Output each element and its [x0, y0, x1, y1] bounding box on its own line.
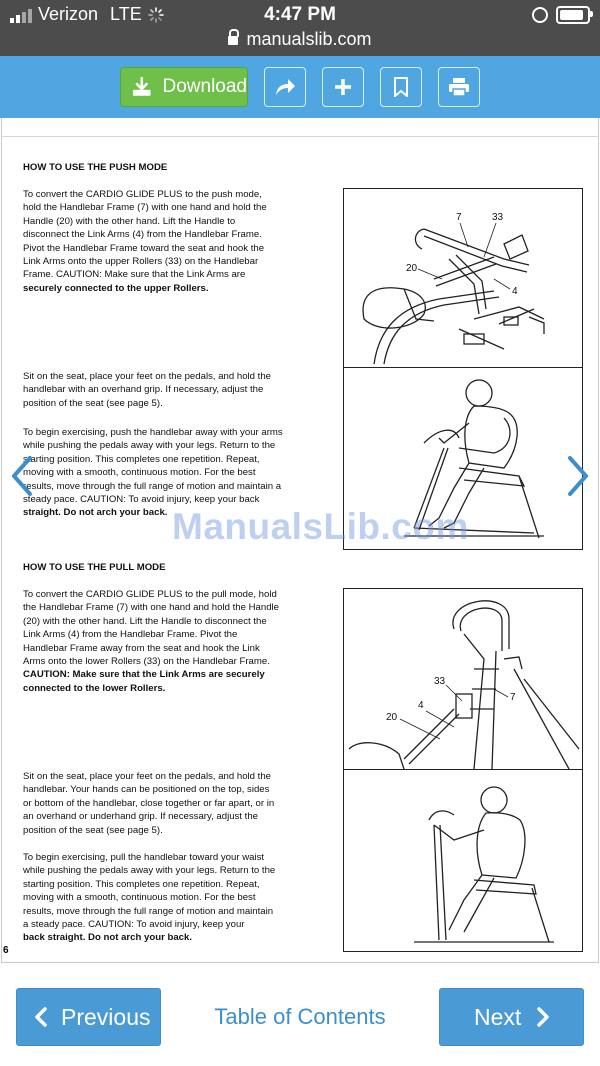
text-line: Frame. CAUTION: Make sure that the Link Arms are: [23, 269, 246, 281]
text-line: moving with a smooth, continuous motion. For the best: [23, 892, 256, 904]
share-icon: [274, 77, 296, 97]
text-line: To begin exercising, push the handlebar away with your arms: [23, 427, 283, 438]
text-line: (20) with the other hand. Lift the Handle to disconnect the: [23, 615, 267, 627]
bookmark-icon: [393, 77, 409, 97]
callout-4: 4: [512, 286, 518, 297]
toolbar: [0, 56, 600, 118]
push-mode-diagram: [343, 188, 583, 368]
add-button[interactable]: [322, 67, 364, 107]
pull-exercise-instructions: [23, 851, 293, 945]
push-instructions: [23, 188, 293, 295]
download-icon: [131, 76, 153, 98]
bookmark-button[interactable]: [380, 67, 422, 107]
print-icon: [448, 77, 470, 97]
callout-7: 7: [510, 692, 516, 703]
text-line: the Handlebar Frame (7) with one hand and hold the Handle: [23, 602, 279, 614]
text-line: Pivot the Handlebar Frame toward the seat and hook the: [23, 242, 265, 254]
text-line: results, move through the full range of motion and maintain: [23, 905, 274, 917]
network-type: LTE: [110, 4, 142, 24]
caution-text: CAUTION: Make sure that the Link Arms are securely: [23, 669, 265, 681]
page-divider: [2, 136, 598, 137]
text-line: Arms onto the lower Rollers (33) on the Handlebar Frame.: [23, 656, 270, 668]
push-mode-illustration: [344, 189, 582, 367]
plus-icon: [333, 77, 353, 97]
caution-text: securely connected to the upper Rollers.: [23, 282, 209, 294]
pull-mode-user-illustration: [344, 770, 582, 950]
text-line: moving with a smooth, continuous motion. For the best: [23, 467, 256, 479]
text-line: results, move through the full range of motion and maintain a: [23, 480, 282, 492]
share-button[interactable]: [264, 67, 306, 107]
print-button[interactable]: [438, 67, 480, 107]
pull-instructions: [23, 588, 293, 695]
previous-label: Previous: [61, 1003, 151, 1030]
text-line: Handle (20) with the other hand. Lift the Handle to: [23, 215, 236, 227]
text-line: starting position. This completes one repetition. Repeat,: [23, 878, 260, 890]
text-line: starting position. This completes one repetition. Repeat,: [23, 453, 260, 465]
push-seat-instructions: [23, 370, 293, 410]
next-button[interactable]: [439, 988, 584, 1046]
pull-mode-heading: HOW TO USE THE PULL MODE: [23, 562, 166, 573]
chevron-left-icon: [33, 1006, 49, 1028]
caution-text: straight. Do not arch your back.: [23, 507, 168, 519]
download-button[interactable]: [120, 67, 248, 107]
url-text: manualslib.com: [246, 29, 372, 49]
callout-20: 20: [386, 712, 398, 723]
text-line: an overhand or underhand grip. If necessary, adjust the: [23, 811, 259, 823]
status-bar: [0, 0, 600, 56]
text-line: To convert the CARDIO GLIDE PLUS to the push mode,: [23, 189, 262, 200]
text-line: To begin exercising, pull the handlebar toward your waist: [23, 852, 265, 863]
text-line: Link Arms (4) from the Handlebar Frame. Pivot the: [23, 629, 238, 641]
callout-4: 4: [418, 700, 424, 711]
watermark: ManualsLib.com: [172, 506, 469, 547]
previous-button[interactable]: [16, 988, 161, 1046]
caution-text: back straight. Do not arch your back.: [23, 932, 192, 944]
table-of-contents-link[interactable]: Table of Contents: [214, 1004, 386, 1029]
pull-seat-instructions: [23, 770, 293, 837]
callout-20: 20: [406, 263, 418, 274]
text-line: while pushing the pedals away with your legs. Return to the: [23, 865, 276, 877]
url-bar[interactable]: [0, 29, 600, 50]
carrier-name: Verizon: [38, 4, 99, 24]
text-line: while pushing the pedals away with your legs. Return to the: [23, 440, 276, 452]
caution-text: connected to the lower Rollers.: [23, 682, 166, 694]
pull-mode-illustration: [344, 589, 582, 769]
text-line: a steady pace. CAUTION: To avoid injury, keep your: [23, 919, 245, 931]
pull-mode-user-diagram: [343, 770, 583, 952]
push-mode-heading: HOW TO USE THE PUSH MODE: [23, 162, 168, 173]
manual-page: [1, 118, 599, 963]
text-line: or bottom of the handlebar, close together or far apart, or in: [23, 797, 275, 809]
prev-page-arrow-icon[interactable]: [8, 454, 36, 498]
text-line: position of the seat (see page 5).: [23, 397, 163, 409]
next-page-arrow-icon[interactable]: [564, 454, 592, 498]
callout-33: 33: [434, 676, 446, 687]
alarm-icon: [532, 7, 548, 23]
text-line: position of the seat (see page 5).: [23, 824, 163, 836]
text-line: Sit on the seat, place your feet on the pedals, and hold the: [23, 371, 272, 382]
download-label: Download: [162, 76, 247, 97]
text-line: hold the Handlebar Frame (7) with one hand and hold the: [23, 202, 267, 214]
pull-mode-diagram: [343, 588, 583, 770]
next-label: Next: [474, 1003, 522, 1030]
text-line: Link Arms onto the upper Rollers (33) on the Handlebar: [23, 256, 259, 268]
text-line: handlebar. Your hands can be positioned on the top, sides: [23, 784, 270, 796]
battery-icon: [556, 6, 590, 24]
text-line: handlebar with an overhand grip. If necessary, adjust the: [23, 384, 264, 396]
chevron-right-icon: [535, 1006, 551, 1028]
page-number: 6: [3, 945, 9, 956]
text-line: steady pace. CAUTION: To avoid injury, keep your back: [23, 494, 260, 506]
status-icons: [532, 6, 590, 24]
text-line: Sit on the seat, place your feet on the pedals, and hold the: [23, 771, 272, 782]
text-line: Handlebar Frame away from the seat and hook the Link: [23, 642, 260, 654]
bottom-navigation: [0, 963, 600, 1066]
callout-7: 7: [456, 212, 462, 223]
lock-icon: [228, 36, 238, 45]
clock: 4:47 PM: [264, 4, 336, 25]
text-line: disconnect the Link Arms (4) from the Handlebar Frame.: [23, 229, 262, 241]
text-line: To convert the CARDIO GLIDE PLUS to the pull mode, hold: [23, 589, 277, 600]
callout-33: 33: [492, 212, 504, 223]
